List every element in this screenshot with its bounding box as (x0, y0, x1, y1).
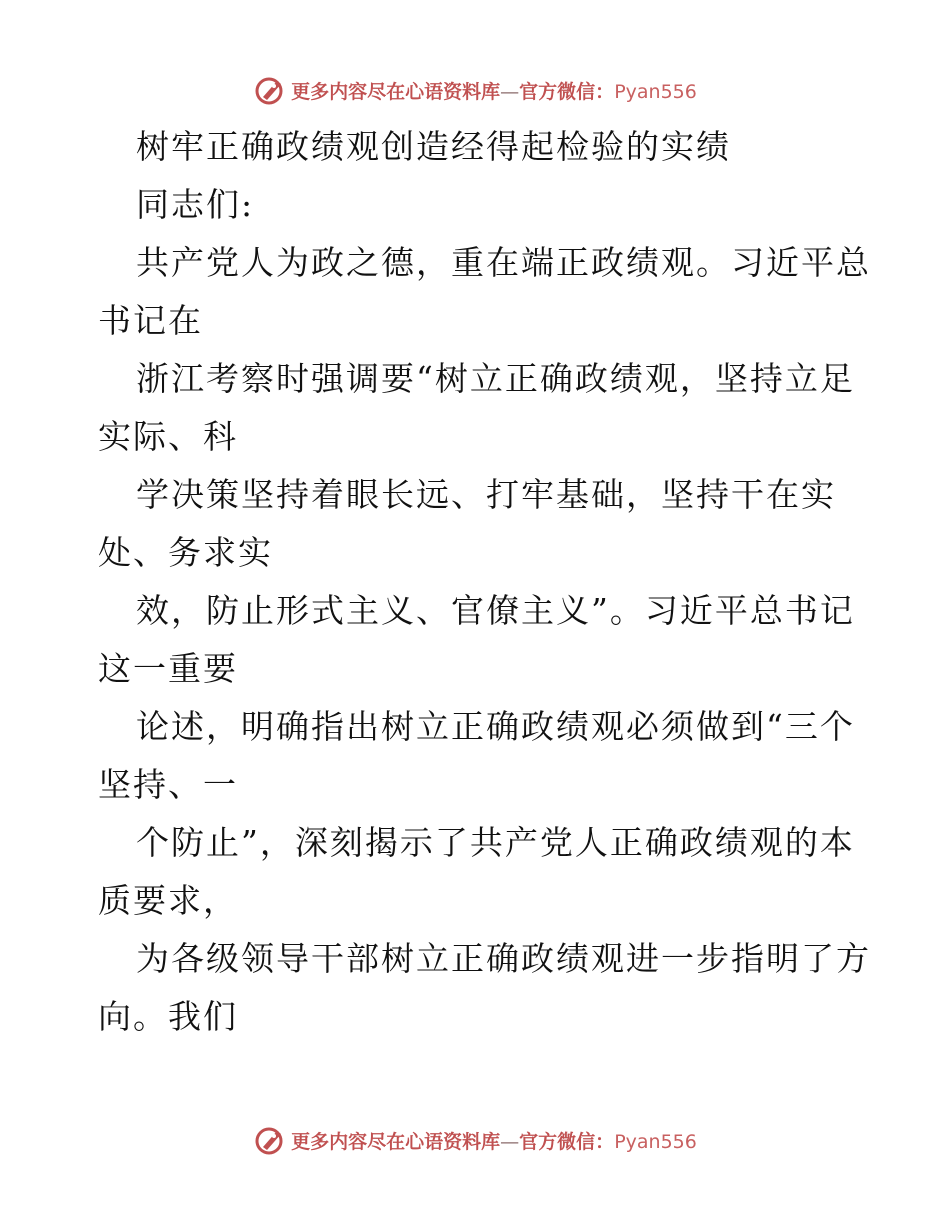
document-line: 质要求， (98, 881, 238, 920)
document-line: 浙江考察时强调要“树立正确政绩观，坚持立足 (136, 359, 855, 398)
document-line: 坚持、一 (98, 765, 238, 804)
document-line: 效，防止形式主义、官僚主义”。习近平总书记 (136, 591, 855, 630)
document-line: 个防止”，深刻揭示了共产党人正确政绩观的本 (136, 823, 855, 862)
pen-nib-circle-icon (253, 73, 287, 107)
document-line: 这一重要 (98, 649, 238, 688)
watermark-text (291, 1127, 697, 1154)
document-line: 书记在 (98, 301, 203, 340)
watermark-wechat-id: Pyan556 (614, 1130, 697, 1153)
watermark-text (291, 77, 697, 104)
document-line: 实际、科 (98, 417, 238, 456)
document-line: 为各级领导干部树立正确政绩观进一步指明了方 (136, 939, 871, 978)
watermark-brand: 更多内容尽在心语资料库 (291, 80, 501, 103)
header-watermark (0, 70, 950, 110)
watermark-separator: — (500, 1130, 520, 1153)
watermark-wechat-label: 官方微信： (519, 80, 615, 103)
watermark-wechat-id: Pyan556 (614, 80, 697, 103)
document-body (98, 118, 871, 1046)
document-line: 共产党人为政之德，重在端正政绩观。习近平总 (136, 243, 871, 282)
document-line: 处、务求实 (98, 533, 273, 572)
document-line: 学决策坚持着眼长远、打牢基础，坚持干在实 (136, 475, 836, 514)
document-line: 向。我们 (98, 997, 238, 1036)
watermark-separator: — (500, 80, 520, 103)
pen-nib-circle-icon (253, 1123, 287, 1157)
document-title: 树牢正确政绩观创造经得起检验的实绩 (136, 127, 731, 166)
watermark-wechat-label: 官方微信： (519, 1130, 615, 1153)
document-line: 同志们: (136, 185, 255, 224)
document-line: 论述，明确指出树立正确政绩观必须做到“三个 (136, 707, 855, 746)
footer-watermark (0, 1120, 950, 1160)
watermark-brand: 更多内容尽在心语资料库 (291, 1130, 501, 1153)
